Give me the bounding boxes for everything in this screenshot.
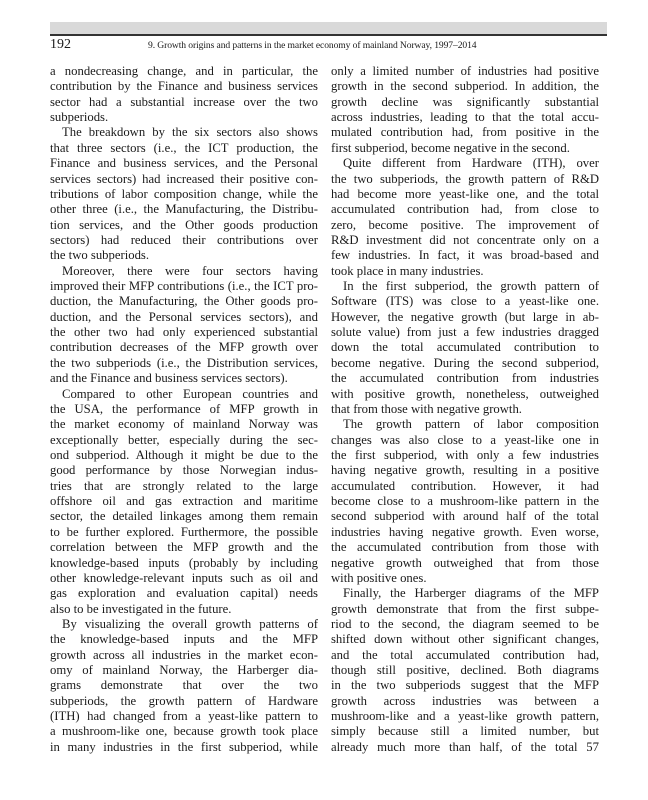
text-line: down the total accumulated contribution to — [331, 340, 599, 355]
text-line: the market economy of mainland Norway was — [50, 417, 318, 432]
text-line: accumulated contribution had, from close to — [331, 202, 599, 217]
text-line: that from those with negative growth. — [331, 401, 522, 416]
text-line: good performance by those Norwegian indus- — [50, 463, 318, 478]
text-line: second subperiod with around half of the total — [331, 509, 599, 524]
text-line: Software (ITS) was close to a yeast-like one. — [331, 294, 599, 309]
text-line: riod to the second, the diagram seemed to be — [331, 616, 599, 631]
paragraph — [50, 387, 318, 617]
paragraph — [331, 417, 599, 586]
text-line: a mushroom-like one, because growth took place — [50, 724, 318, 739]
text-line: the other two had only experienced substantial — [50, 325, 318, 340]
text-line: the first subperiod, with only a few industries — [331, 447, 599, 462]
text-line: only a limited number of industries had positive — [331, 64, 599, 78]
text-line: omy of mainland Norway, the Harberger dia- — [50, 663, 318, 678]
paragraph — [50, 617, 318, 755]
text-line: duction, the Manufacturing, the Other goods pro- — [50, 294, 318, 309]
paragraph — [50, 264, 318, 387]
text-line: industries having negative growth. Even worse, — [331, 524, 599, 539]
text-line: By visualizing the overall growth patterns of — [62, 616, 318, 631]
text-line: sector had a substantial increase over the two — [50, 94, 318, 109]
text-line: in many industries in the first subperiod, while — [50, 739, 318, 754]
text-line: accumulated contribution. However, it had — [331, 478, 599, 493]
text-line: tion services, and the Other goods production — [50, 217, 318, 232]
text-line: the accumulated contribution from those with — [331, 540, 599, 555]
text-line: took place in many industries. — [331, 263, 484, 278]
text-line: negative growth outweighed that from those — [331, 555, 599, 570]
left-column — [50, 64, 318, 755]
text-line: a nondecreasing change, and in particular, the — [50, 64, 318, 78]
text-line: had become more yeast-like one, and the total — [331, 186, 599, 201]
text-line: the two subperiods (i.e., the Distribution services, — [50, 355, 318, 370]
text-line: in the two subperiods suggest that the MFP — [331, 678, 599, 693]
text-line: few industries. In fact, it was broad-based and — [331, 248, 599, 263]
text-line: zero, become positive. The improvement of — [331, 217, 599, 232]
paragraph — [50, 64, 318, 125]
text-line: sector, the detailed linkages among them remain — [50, 509, 318, 524]
text-line: The breakdown by the six sectors also shows — [62, 125, 318, 140]
text-line: the accumulated contribution from industries — [331, 371, 599, 386]
text-line: duction, and the Personal services sectors), and — [50, 309, 318, 324]
text-line: (ITH) had changed from a yeast-like pattern to — [50, 709, 318, 724]
text-line: gas exploration and evaluation capital) needs — [50, 586, 318, 601]
text-line: growth in the second subperiod. In addition, the — [331, 79, 599, 94]
text-line: other three (i.e., the Manufacturing, the Distribu- — [50, 202, 318, 217]
text-line: and the Finance and business services sectors). — [50, 371, 288, 386]
text-line: already much more than half, of the total 57 — [331, 739, 599, 754]
text-line: tries that are strongly related to the large — [50, 478, 318, 493]
text-line: and the total accumulated contribution had, — [331, 647, 599, 662]
text-line: improved their MFP contributions (i.e., the ICT pro- — [50, 279, 318, 294]
text-line: Finally, the Harberger diagrams of the MFP — [343, 586, 599, 601]
text-line: contribution by the Finance and business services — [50, 79, 318, 94]
paragraph — [331, 586, 599, 755]
text-line: subperiods, the growth pattern of Hardware — [50, 693, 318, 708]
text-line: Quite different from Hardware (ITH), over — [343, 156, 599, 171]
header-bar — [50, 22, 607, 36]
text-line: offshore oil and gas extraction and maritime — [50, 494, 318, 509]
text-line: solute value) from just a few industries dragged — [331, 325, 599, 340]
text-line: Moreover, there were four sectors having — [62, 263, 318, 278]
text-line: growth demonstrate that from the first subpe- — [331, 601, 599, 616]
text-line: Compared to other European countries and — [62, 386, 318, 401]
running-title: 9. Growth origins and patterns in the market economy of mainland Norway, 1997–2014 — [148, 40, 477, 51]
text-line: mulated contribution had, from positive in the — [331, 125, 599, 140]
text-line: growth across industries was between a — [331, 693, 599, 708]
text-line: services sectors) had increased their positive con- — [50, 171, 318, 186]
text-line: knowledge-based inputs (probably by including — [50, 555, 318, 570]
text-line: mushroom-like and a yeast-like growth pattern, — [331, 709, 599, 724]
text-line: also to be investigated in the future. — [50, 601, 232, 616]
text-line: ond subperiod. Although it might be due to the — [50, 447, 318, 462]
text-line: sectors) had reduced their contributions over — [50, 232, 318, 247]
text-line: other knowledge-relevant inputs such as oil and — [50, 570, 318, 585]
text-line: though still positive, declined. Both diagrams — [331, 663, 599, 678]
text-line: The growth pattern of labor composition — [343, 417, 599, 432]
text-line: the knowledge-based inputs and the MFP — [50, 632, 318, 647]
text-line: having negative growth, resulting in a positive — [331, 463, 599, 478]
text-line: become negative. During the second subperiod, — [331, 355, 599, 370]
text-line: first subperiod, become negative in the second. — [331, 140, 570, 155]
text-line: the USA, the performance of MFP growth in — [50, 401, 318, 416]
text-line: tributions of labor composition change, while the — [50, 186, 318, 201]
text-line: simply because still a limited number, but — [331, 724, 599, 739]
text-line: However, the negative growth (but large in ab- — [331, 309, 599, 324]
text-line: with positive growth, nonetheless, outweighed — [331, 386, 599, 401]
paragraph — [50, 125, 318, 263]
text-line: subperiods. — [50, 110, 109, 125]
text-line: the two subperiods, the growth pattern of R&D — [331, 171, 599, 186]
text-line: changes was also close to a yeast-like one in — [331, 432, 599, 447]
text-line: exceptionally better, especially during the sec- — [50, 432, 318, 447]
text-line: growth decline was significantly substantial — [331, 94, 599, 109]
text-line: Finance and business services, and the Personal — [50, 156, 318, 171]
text-line: become close to a mushroom-like pattern in the — [331, 494, 599, 509]
page-number: 192 — [50, 37, 71, 52]
right-column — [331, 64, 599, 755]
text-line: grams demonstrate that over the two — [50, 678, 318, 693]
text-line: the two subperiods. — [50, 248, 150, 263]
text-line: that three sectors (i.e., the ICT production, the — [50, 140, 318, 155]
text-line: contribution decreases of the MFP growth over — [50, 340, 318, 355]
text-line: In the first subperiod, the growth pattern of — [343, 279, 599, 294]
text-line: with positive ones. — [331, 570, 427, 585]
text-line: growth across all industries in the market econ- — [50, 647, 318, 662]
text-line: shifted down without other significant changes, — [331, 632, 599, 647]
paragraph — [331, 64, 599, 156]
text-line: R&D investment did not concentrate only on a — [331, 232, 599, 247]
text-line: across industries, leading to that the total accu- — [331, 110, 599, 125]
paragraph — [331, 156, 599, 279]
text-line: to be further explored. Furthermore, the possible — [50, 524, 318, 539]
text-line: correlation between the MFP growth and the — [50, 540, 318, 555]
paragraph — [331, 279, 599, 417]
